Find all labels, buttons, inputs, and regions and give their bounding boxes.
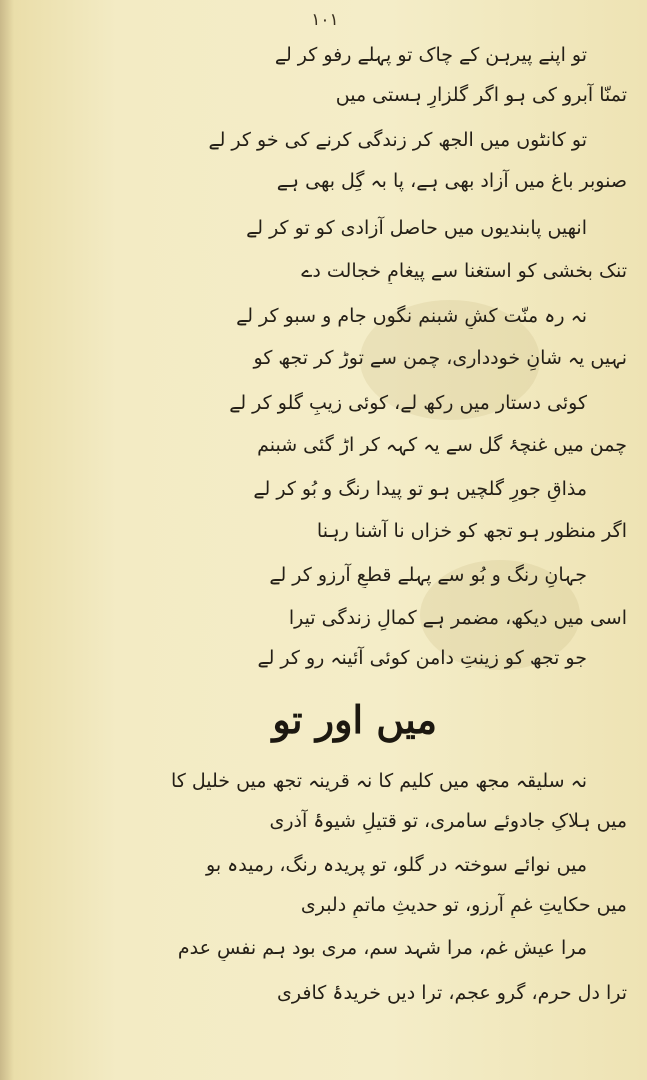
poem-line: میں حکایتِ غمِ آرزو، تو حدیثِ ماتمِ دلبری bbox=[300, 894, 627, 916]
poem-line: تمنّا آبرو کی ہو اگر گلزارِ ہستی میں bbox=[335, 84, 627, 106]
poem-line: کوئی دستار میں رکھ لے، کوئی زیبِ گلو کر لے bbox=[229, 392, 587, 414]
poem-line: صنوبر باغ میں آزاد بھی ہے، پا بہ گِل بھی ہے bbox=[276, 170, 627, 192]
poem-line: جو تجھ کو زینتِ دامن کوئی آئینہ رو کر لے bbox=[257, 647, 587, 669]
poem-line: اسی میں دیکھ، مضمر ہے کمالِ زندگی تیرا bbox=[288, 607, 627, 629]
poem-line: مرا عیش غم، مرا شہد سم، مری بود ہم نفسِ عدم bbox=[177, 937, 587, 959]
poem-line: نہ رہ منّت کشِ شبنم نگوں جام و سبو کر لے bbox=[236, 305, 587, 327]
poem-line: اگر منظور ہو تجھ کو خزاں نا آشنا رہنا bbox=[316, 520, 627, 542]
poem-line: چمن میں غنچۂ گل سے یہ کہہ کر اڑ گئی شبنم bbox=[257, 434, 627, 456]
poem-line: جہانِ رنگ و بُو سے پہلے قطعِ آرزو کر لے bbox=[269, 564, 587, 586]
poem-line: میں ہلاکِ جادوئے سامری، تو قتیلِ شیوۂ آذری bbox=[269, 810, 627, 832]
poem-line: انھیں پابندیوں میں حاصل آزادی کو تو کر لے bbox=[246, 217, 587, 239]
poem-line: تو کانٹوں میں الجھ کر زندگی کرنے کی خو کر لے bbox=[208, 129, 587, 151]
poem-line: ترا دل حرم، گرو عجم، ترا دیں خریدۂ کافری bbox=[277, 982, 627, 1004]
page-number: ۱۰۱ bbox=[311, 10, 339, 30]
poem-line: تنک بخشی کو استغنا سے پیغامِ خجالت دے bbox=[301, 260, 627, 282]
poem-line: نہ سلیقہ مجھ میں کلیم کا نہ قرینہ تجھ میں خلیل کا bbox=[171, 770, 587, 792]
poem-line: مذاقِ جورِ گلچیں ہو تو پیدا رنگ و بُو کر لے bbox=[253, 478, 587, 500]
poem-line: میں نوائے سوختہ در گلو، تو پریدہ رنگ، رمیدہ بو bbox=[206, 854, 587, 876]
poem-line: تو اپنے پیرہن کے چاک تو پہلے رفو کر لے bbox=[274, 44, 587, 66]
page-binding-shadow bbox=[0, 0, 14, 1080]
poem-line: نہیں یہ شانِ خودداری، چمن سے توڑ کر تجھ کو bbox=[253, 347, 627, 369]
poem-title: میں اور تو bbox=[272, 697, 437, 742]
